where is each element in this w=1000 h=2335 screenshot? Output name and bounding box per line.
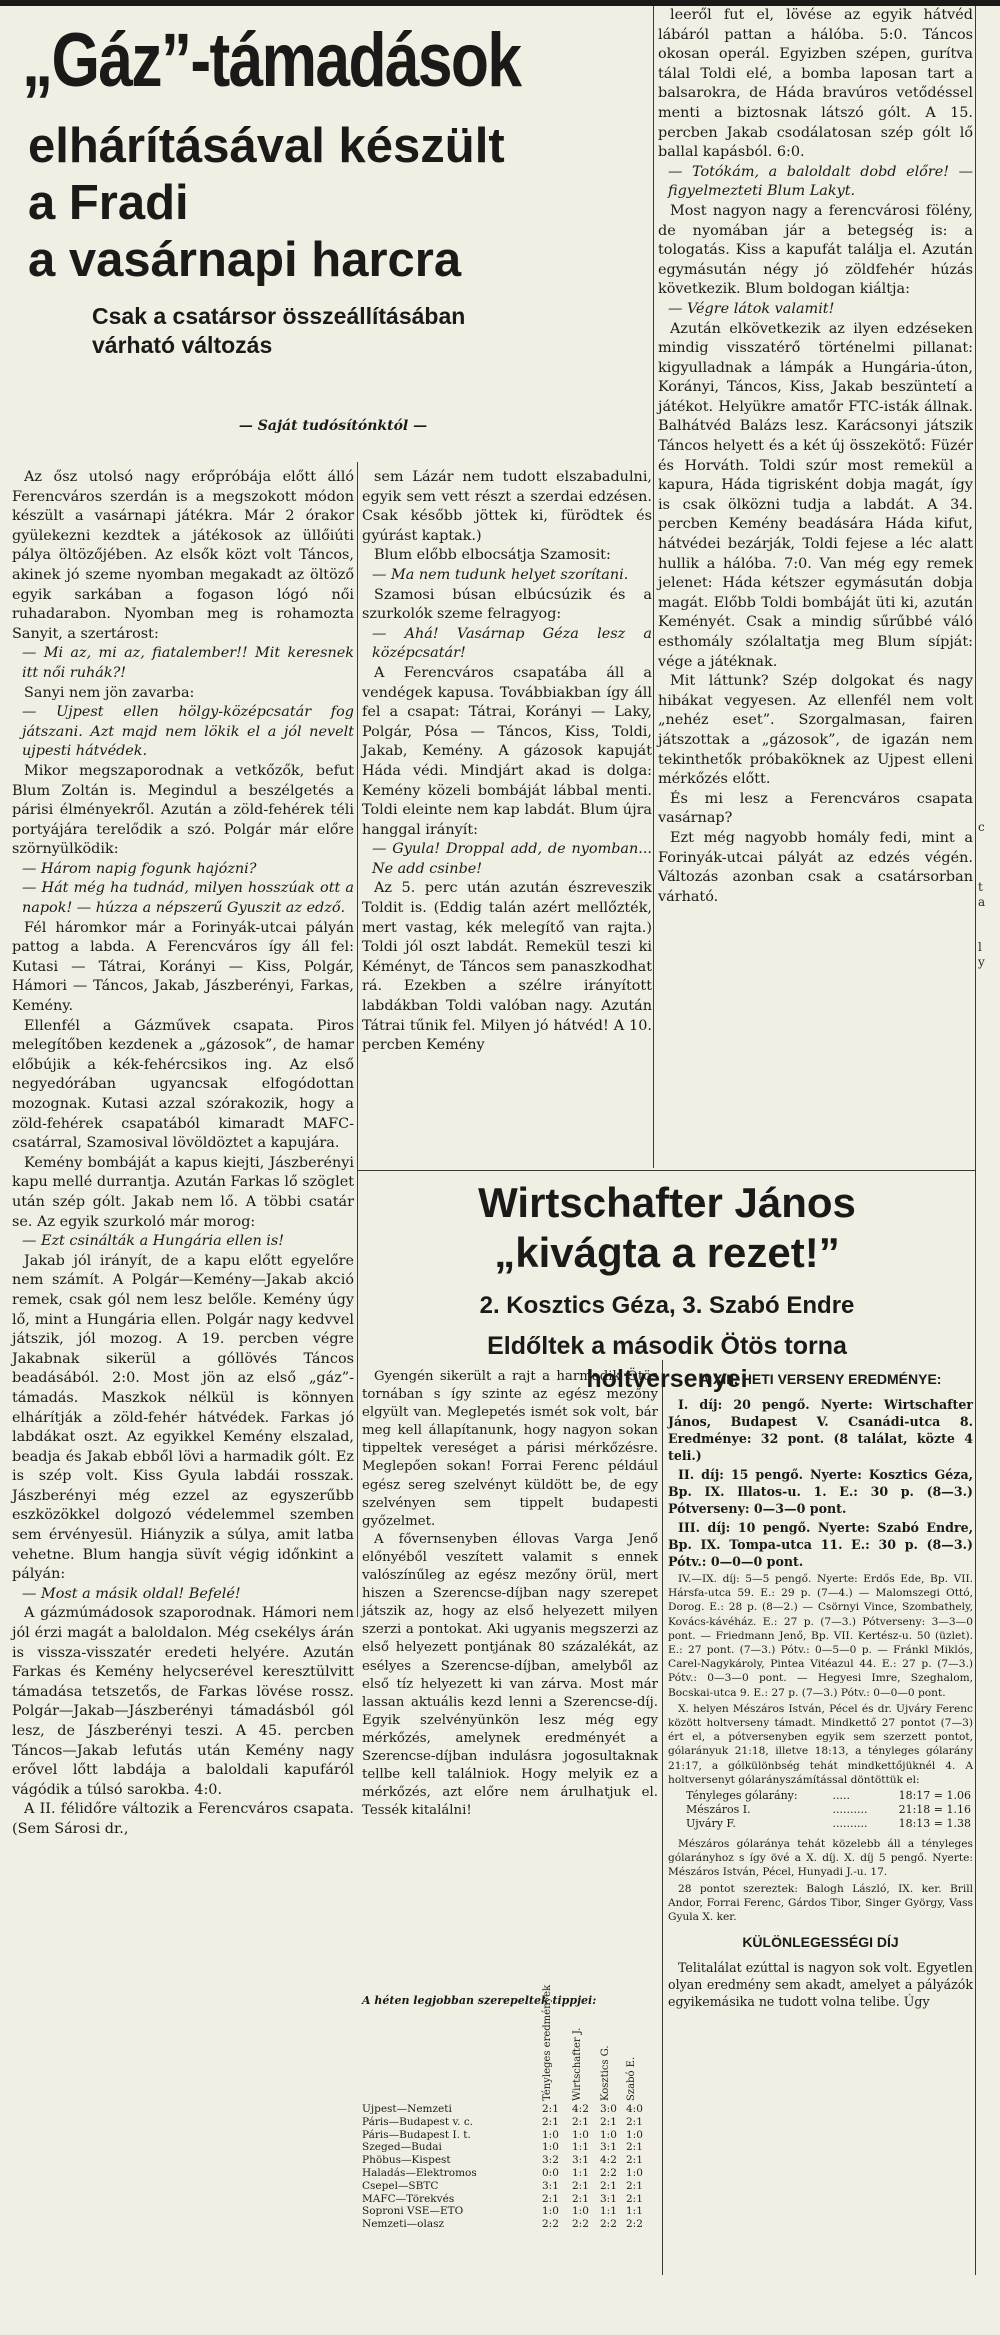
tips-score: 3:1 [572,2154,589,2167]
edge-fragment [978,1420,1000,1435]
edge-fragment [978,865,1000,880]
edge-fragment [978,835,1000,850]
edge-fragment [978,2065,1000,2080]
tips-score: 1:0 [542,2128,559,2141]
edge-fragment [978,1015,1000,1030]
tips-match: Phöbus—Kispest [362,2154,451,2167]
tips-score: 4:0 [626,2103,643,2115]
headline-line-3: a Fradi [28,176,189,230]
tips-score: 1:0 [542,2141,559,2154]
headline-line-4: a vasárnapi harcra [28,233,462,287]
edge-fragment [978,1165,1000,1180]
paragraph: A gázmúmádosok szaporodnak. Hámori nem jól érzi magát a baloldalon. Még csekélys árán is vissza-visszatér eredeti helyére. Azután Farkas és Kemény helycserével keresztülvitt támadása tetszetős, de Farkas lövése rossz. Polgár—Jakab—Jászberényi támadásból gól lesz, de Jászberényi teszi. A 45. percben Táncos—Jakab lefutás után Kemény nagy erővel lőtt labdája a baloldali kapufáról vágódik a túlsó sarokba. 4:0. [12,1605,354,1798]
paragraph: Mikor megszaporodnak a vetkőzők, befut Blum Zoltán is. Megindul a beszélgetés a párisi élményekről. Azután a zöld-fehérek téli portyájára terelődik a szó. Polgár már előre szörnyülködik: [12,762,354,858]
paragraph: — Mi az, mi az, fiatalember!! Mit keresnek itt női ruhák?! [22,645,354,681]
ratio-row [668,1817,973,1831]
paragraph: sem Lázár nem tudott elszabadulni, egyik sem vett részt a szerdai edzésen. Csak később jöttek ki, fürödtek és gyúrást kaptak.) [362,469,652,544]
tips-score: 2:1 [626,2192,643,2205]
special-prize-text: Telitalálat ezúttal is nagyon sok volt. Egyetlen olyan eredmény sem akadt, amelyet a pályázók egyikemásika ne tudott volna telibe. Úgy [668,1960,973,2010]
paragraph: A Ferencváros csapatába áll a vendégek kapusa. Továbbiakban így áll fel a csapat: Tátrai, Korányi — Laky, Polgár, Pósa — Táncos, Kiss, Toldi, Jakab, Kemény. A gázosok kapuját Háda védi. Mindjárt akad is dolga: Kemény közeli bombáját lábbal menti. Toldi eleinte nem kap labdát. Blum újra hanggal irányít: [362,664,652,838]
tips-score: 1:1 [572,2166,589,2179]
edge-fragment [978,1435,1000,1450]
tips-match: Páris—Budapest v. c. [362,2115,474,2128]
tips-row [362,2205,658,2218]
edge-fragment [978,1540,1000,1555]
edge-fragment [978,2170,1000,2185]
edge-fragment [978,970,1000,985]
edge-fragment [978,1120,1000,1135]
column-rule [975,6,976,2275]
tips-score: 2:1 [572,2115,589,2128]
edge-fragment [978,2275,1000,2290]
edge-fragment [978,2020,1000,2035]
paragraph: — Végre látok valamit! [668,300,835,317]
tips-score: 2:1 [572,2179,589,2192]
tips-score: 1:1 [572,2141,589,2154]
edge-fragment [978,1825,1000,1840]
edge-fragment [978,2260,1000,2275]
edge-fragment [978,1615,1000,1630]
edge-fragment [978,1210,1000,1225]
edge-fragment [978,1675,1000,1690]
edge-fragment [978,1450,1000,1465]
edge-fragment [978,850,1000,865]
edge-fragment: a [978,895,986,909]
paragraph: És mi lesz a Ferencváros csapata vasárnap? [658,790,973,827]
edge-fragment [978,1285,1000,1300]
tips-row [362,2116,658,2129]
tips-rows [362,2103,658,2231]
tips-score: 3:2 [542,2154,559,2167]
ratio-dots: .......... [832,1817,868,1831]
tips-score: 2:2 [600,2218,617,2231]
tips-score: 4:2 [572,2103,589,2115]
paragraph: A II. félidőre változik a Ferencváros csapata. (Sem Sárosi dr., [12,1801,354,1837]
edge-fragment [978,1645,1000,1660]
edge-fragment [978,2140,1000,2155]
paragraph: Szamosi búsan elbúcsúzik és a szurkolók szeme felragyog: [362,586,652,623]
edge-fragment: t [978,880,983,894]
edge-fragment [978,1660,1000,1675]
ratio-val: 18:17 = 1.06 [898,1789,971,1803]
tips-score: 3:1 [600,2141,617,2154]
tips-score: 1:0 [572,2128,589,2141]
results-small-1: IV.—IX. díj: 5—5 pengő. Nyerte: Erdős Ede, Bp. VII. Hársfa-utca 59. E.: 29 p. (7—4.) — Malomszegi Ottó, Dorog. E.: 28 p. (8—2.) — Csörnyi Vince, Szombathely, Kovács-kávéház. E.: 27 p. (7—3.) Pótverseny: 3—3—0 pont. — Friedmann Jenő, Bp. VII. Kertész-u. 50 (üzlet). E.: 27 pont. (7—3.) Pótv.: 0—5—0 p. — Fránkl Miklós, Carel-Nagykároly, Pintea Vitéazul 44. E.: 27 p. (7—3.) Pótv.: 0—3—0 pont. — Hegyesi Imre, Szeghalom, Bocskai-utca 9. E.: 27 p. (7—3.) Pótv.: 0—0—0 pont. [668,1573,973,1699]
paragraph: Blum előbb elbocsátja Szamosit: [374,547,611,564]
article-2-headline-2: „kivágta a rezet!” [494,1229,840,1276]
edge-fragment [978,1510,1000,1525]
paragraph: leeről fut el, lövése az egyik hátvéd lábáról pattan a hálóba. 5:0. Táncos okosan operál. Egyizben szépen, gurítva tálal Toldi elé, a bomba laposan tart a balsarokra, de Háda bravúros vetődéssel menti a biztosnak látszó gólt. A 15. percben Jakab csodálatosan szép gólt lő ballal kapásból. 6:0. [658,7,973,161]
column-rule [662,1360,663,2275]
article-2-subhead: 2. Kosztics Géza, 3. Szabó Endre [479,1292,855,1319]
ratio-val: 21:18 = 1.16 [898,1803,971,1817]
edge-fragment [978,1000,1000,1015]
tips-score: 2:1 [626,2179,643,2192]
paragraph: Kemény bombáját a kapus kiejti, Jászberényi kapu mellé durrantja. Azután Farkas lő szöglet után szép gólt. Jakab nem lő. A többi csatár se. Az egyik szurkoló már morog: [12,1154,354,1230]
tips-match: Nemzeti—olasz [362,2218,445,2231]
edge-fragment [978,925,1000,940]
tips-score: 2:1 [626,2141,643,2154]
edge-fragment [978,1690,1000,1705]
tips-row [362,2154,658,2167]
prize-entry: III. díj: 10 pengő. Nyerte: Szabó Endre, Bp. IX. Tompa-utca 11. E.: 30 p. (8—3.) Pótv.: 0—0—0 pont. [668,1520,973,1569]
edge-fragment [978,1315,1000,1330]
paragraph: Most nagyon nagy a ferencvárosi fölény, de nyomában jár a betegség is: a tologatás. Kiss a kapufát találja el. Azután egymásután négy jó zöldfehér húzás következik. Blum boldogan kiáltja: [658,202,973,298]
paragraph: Az ősz utolsó nagy erőpróbája előtt álló Ferencváros szerdán is a megszokott módon készült a vasárnapi játékra. Már 2 órakor gyülekezni kezdtek a játékosok az üllőiúti pálya öltözőjében. Az elsők közt volt Táncos, akinek jó szeme nyomban megakadt az öltöző egyik sarkában a fogason lógó női ruhadarabon. Nyomban meg is rohamozta Sanyit, a szertárost: [12,469,354,642]
edge-fragment [978,1930,1000,1945]
clipped-neighbor-column [978,820,1000,2335]
tips-score: 2:1 [600,2179,617,2192]
edge-fragment [978,1855,1000,1870]
prize-entry: II. díj: 15 pengő. Nyerte: Kosztics Géza, Bp. IX. Illatos-u. 1. E.: 30 p. (8—3.) Pótverseny: 0—3—0 pont. [668,1467,973,1516]
edge-fragment [978,1735,1000,1750]
article-2-subhead-2b: holtversenyei [586,1365,748,1393]
tips-row [362,2193,658,2206]
edge-fragment [978,1630,1000,1645]
tips-row [362,2129,658,2142]
edge-fragment [978,1555,1000,1570]
edge-fragment [978,1345,1000,1360]
paragraph: Ezt még nagyobb homály fedi, mint a Forinyák-utcai pályát az edzés végén. Változás azonban csak a csatársorban várható. [658,829,973,905]
edge-fragment [978,1270,1000,1285]
tips-column-header: Tényleges eredmények [542,1984,553,2101]
edge-fragment [978,1840,1000,1855]
tips-score: 4:2 [600,2154,617,2167]
paragraph: A fővernsenyben éllovas Varga Jenő előnyéből veszített valamit s ennek valószínűleg az egész mezőny örül, mert hiszen a Szerencse-díjban nagy szerepet játszik az, hogy az első helyezett milyen szerzi a pontokat. Aki ugyanis megszerzi az első helyezett pontjának 80 százalékát, az esélyes a Szerencse-díjban, amelyből az első tíz helyezett ki van zárva. Most már lassan aktuális kezd lenni a Szerencse-díj. Egyik szelvényünkön lesz még egy mérkőzés, amelynek eredményét a Szerencse-díjban indulásra jogosultaknak tellbe kell találniok. Hogy melyik ez a mérkőzés, azt előre nem árulhatjuk el. Tessék kitalálni! [362,1531,658,1819]
tips-title: A héten legjobban szerepeltek tippjei: [362,1994,597,2007]
edge-fragment [978,1900,1000,1915]
edge-fragment [978,1300,1000,1315]
edge-fragment [978,1045,1000,1060]
tips-score: 1:1 [600,2205,617,2218]
edge-fragment: y [978,955,985,969]
edge-fragment [978,1060,1000,1075]
article-column-3 [658,6,973,907]
paragraph: — Most a másik oldal! Befelé! [22,1585,241,1602]
results-small-2: X. helyen Mészáros István, Pécel és dr. Ujváry Ferenc között holtverseny támadt. Mindkettő 27 pontot (7—3) ért el, a pótversenyben egyik sem szerzett pontot, gólarányuk 21:18, illetve 18:13, a tényleges gólarány 21:17, a gólkülönbség tehát mindkettőjüknél 4. A holtversenyt gólarányszámítással döntöttük el: [668,1702,973,1786]
prize-entry: I. díj: 20 pengő. Nyerte: Wirtschafter János, Budapest V. Csanádi-utca 8. Eredménye: 32 pont. (8 találat, közte 4 teli.) [668,1397,973,1463]
edge-fragment [978,1795,1000,1810]
edge-fragment [978,1870,1000,1885]
tips-score: 2:2 [600,2166,617,2179]
paragraph: — Ujpest ellen hölgy-középcsatár fog játszani. Azt majd nem lökik el a jól nevelt ujpesti hátvédek. [22,704,354,760]
edge-fragment [978,1765,1000,1780]
edge-fragment [978,1885,1000,1900]
headline-lines [28,118,638,289]
tips-row [362,2218,658,2231]
article-column-2 [362,468,652,1056]
article-column-1 [12,468,354,1840]
tips-score: 2:1 [542,2115,559,2128]
edge-fragment [978,1990,1000,2005]
ratio-label: Ujváry F. [686,1817,736,1831]
column-rule [357,462,358,1617]
headline-line-2: elhárításával készült [28,119,505,173]
paragraph: Gyengén sikerült a rajt a harmadik Ötös tornában s így szinte az egész mezőny elgyült van. Meglepetés ismét sok volt, bár meg kell állapítanunk, hogy nagyon sokan tippeltek vereséget a párisi mérkőzésre. Meglepően sokan! Forrai Ferenc például egész sereg szelvényt küldött be, de egy szelvényen sem tippelt budapesti győzelmet. [362,1369,658,1529]
edge-fragment [978,1360,1000,1375]
edge-fragment [978,985,1000,1000]
tips-score: 1:0 [600,2128,617,2141]
ratio-dots: .......... [832,1803,868,1817]
paragraph: Azután elkövetkezik az ilyen edzéseken mindig visszatérő történelmi pillanat: kigyulladnak a lámpák a Hungária-úton, Korányi, Táncos, Kiss, Jakab beszüntetí a játékot. Helyükre amatőr FTC-isták állnak. Balhátvéd Balázs lesz. Karácsonyi játszik Táncos helyett és a két új összekötő: Füzér és Horváth. Toldi szúr most remekül a kapura, Háda tigrisként dobja magát, így is csak ölközni tudja a labdát. A 34. percben Kemény beadására Háda kifut, hátvédei bezárják, Toldi fejese a léc alatt hullik a hálóba. 7:0. Van még egy remek jelenet: Háda kétszer egymásután dobja magát. Előbb Toldi bombáját üti ki, azután Keményét. Csak a mindig sűrűbbé váló esthomály szólaltatja meg Blum sípját: vége a játéknak. [658,320,973,670]
edge-fragment [978,2320,1000,2335]
edge-fragment [978,1405,1000,1420]
article-2-header [362,1178,972,1396]
edge-fragment [978,1465,1000,1480]
edge-fragment [978,1240,1000,1255]
results-column [668,1368,973,2012]
paragraph: — Ahá! Vasárnap Géza lesz a középcsatár! [372,625,652,662]
edge-fragment [978,1255,1000,1270]
tips-match: MAFC—Törekvés [362,2192,455,2205]
edge-fragment [978,1945,1000,1960]
byline: — Saját tudósítónktól — [238,418,428,434]
edge-fragment [978,1390,1000,1405]
tips-score: 3:1 [600,2192,617,2205]
paragraph: Mit láttunk? Szép dolgokat és nagy hibákat vegyesen. Az ellenfél nem volt „nehéz eset”. Szorgalmasan, fairen játszottak a „gázosok”, de igazán nem tekinthetők próbaköknek az Ujpest elleni mérkőzés előtt. [658,673,973,788]
ratio-dots: ..... [832,1789,850,1803]
tips-table [362,1984,658,2231]
ratio-row [668,1803,973,1817]
article-2-headline-1: Wirtschafter János [478,1179,856,1226]
tips-score: 1:0 [626,2128,643,2141]
edge-fragment [978,1915,1000,1930]
edge-fragment [978,2290,1000,2305]
edge-fragment [978,2005,1000,2020]
ratio-row [668,1789,973,1803]
results-title: A XIII. HETI VERSENY EREDMÉNYE: [699,1371,942,1387]
tips-score: 2:2 [572,2218,589,2231]
paragraph: Sanyi nem jön zavarba: [24,684,195,701]
ratio-label: Mészáros I. [686,1803,751,1817]
paragraph: — Három napig fogunk hajózni? [22,860,257,877]
edge-fragment [978,1375,1000,1390]
tips-score: 2:1 [626,2115,643,2128]
ratio-label: Tényleges gólarány: [686,1789,798,1803]
tips-row [362,2103,658,2116]
tips-match: Haladás—Elektromos [362,2166,477,2179]
tips-score: 0:0 [542,2166,559,2179]
edge-fragment [978,2095,1000,2110]
edge-fragment [978,1975,1000,1990]
edge-fragment [978,1810,1000,1825]
tips-match: Ujpest—Nemzeti [362,2103,452,2115]
tips-score: 3:0 [600,2103,617,2115]
paragraph: Jakab jól irányít, de a kapu előtt egyelőre nem számít. A Polgár—Kemény—Jakab akció remek, csak gól nem lesz belőle. Kemény úgy lő, mint a Hungária ellen. Polgár nagy kedvvel játszik, jól mozog. A 19. percben végre Jakabnak sikerül a góllövés Táncos beadásából. 2:0. Most jön az első „gáz”-támadás. Maszkok nélkül is könnyen elhárítják a zöld-fehér hátvédek. Farkas jó labdákat oszt. Az egyikkel Kemény elszalad, beadja és Jakab ebből lövi a harmadik gólt. Ez is szép volt. Kiss Gyula labdái rosszak. Jászberényi még ezzel az egyszerűbb eszközökkel dolgozó védelemmel szemben sem érvényesül. Hiányzik a súlya, amit latba vehetne. Blum hangja süvít végig időnkint a pályán: [12,1252,354,1583]
special-prize-title: KÜLÖNLEGESSÉGI DÍJ [742,1934,899,1951]
paragraph: — Hát még ha tudnád, milyen hosszúak ott a napok! — húzza a népszerű Gyuszit az edző. [22,880,354,917]
edge-fragment [978,1720,1000,1735]
subheadline-line-1: Csak a csatársor összeállításában [92,303,466,329]
edge-fragment [978,2125,1000,2140]
edge-fragment: l [978,940,982,954]
tips-score: 1:1 [626,2205,643,2218]
edge-fragment [978,2305,1000,2320]
tips-score: 1:0 [572,2205,589,2218]
tips-score: 3:1 [542,2179,559,2192]
paragraph: — Ezt csinálták a Hungária ellen is! [22,1233,285,1250]
prize-list [668,1396,973,1570]
paragraph: Fél háromkor már a Forinyák-utcai pályán pattog a labda. A Ferencváros így áll fel: Kutasi — Tátrai, Korányi — Kiss, Polgár, Hámori — Táncos, Jakab, Jászberényi, Farkas, Kemény. [12,919,354,1015]
tips-row [362,2180,658,2193]
edge-fragment [978,2155,1000,2170]
edge-fragment [978,1330,1000,1345]
tips-column-header: Kosztics G. [600,2045,611,2101]
edge-fragment [978,2245,1000,2260]
goal-ratio-table [668,1789,973,1831]
column-rule [653,6,654,1168]
edge-fragment [978,1225,1000,1240]
paragraph: Ellenfél a Gázművek csapata. Piros melegítőben kezdenek a „gázosok”, de hamar előbújik a kék-fehércsikos ing. Az első negyedórában ugyancsak elfogódottan mozognak. Kutasi azzal szórakozik, hogy a zöld-fehérek csapatából kimaradt MAFC-csatárral, Szamosival lövöldöztet a kapujára. [12,1017,354,1152]
paragraph: — Totókám, a baloldalt dobd előre! — figyelmezteti Blum Lakyt. [668,163,973,200]
edge-fragment [978,1705,1000,1720]
edge-fragment [978,1090,1000,1105]
tips-column-header: Szabó E. [626,2056,637,2101]
edge-fragment [978,1180,1000,1195]
edge-fragment [978,2050,1000,2065]
subheadline-line-2: várható változás [92,332,273,358]
article-2-column-1 [362,1368,658,1820]
edge-fragment [978,1585,1000,1600]
edge-fragment [978,1600,1000,1615]
tips-match: Szeged—Budai [362,2141,442,2154]
tips-match: Soproni VSE—ETO [362,2205,464,2218]
tips-score: 2:1 [542,2192,559,2205]
tips-score: 2:1 [572,2192,589,2205]
edge-fragment [978,1750,1000,1765]
edge-fragment [978,1195,1000,1210]
article-separator [358,1170,975,1171]
tips-column-header: Wirtschafter J. [572,2027,583,2101]
results-small-3: Mészáros gólaránya tehát közelebb áll a tényleges gólarányhoz s így övé a X. díj. X. díj 5 pengő. Nyerte: Mészáros István, Pécel, Hunyadi J.-u. 17. [668,1838,973,1879]
ratio-val: 18:13 = 1.38 [898,1817,971,1831]
tips-row [362,2141,658,2154]
tips-score: 1:0 [542,2205,559,2218]
tips-score: 1:0 [626,2166,643,2179]
edge-fragment [978,2215,1000,2230]
tips-score: 2:2 [626,2218,643,2231]
edge-fragment [978,1480,1000,1495]
paragraph: — Gyula! Droppal add, de nyomban... Ne add csinbe! [372,841,652,877]
edge-fragment [978,1135,1000,1150]
edge-fragment [978,2110,1000,2125]
tips-score: 2:1 [626,2154,643,2167]
tips-match: Csepel—SBTC [362,2179,439,2192]
tips-row [362,2167,658,2180]
subheadline [92,302,652,360]
edge-fragment [978,1780,1000,1795]
edge-fragment [978,2230,1000,2245]
edge-fragment: c [978,820,985,834]
results-small-4: 28 pontot szereztek: Balogh László, IX. ker. Brill Andor, Forrai Ferenc, Gárdos Tibor, Singer György, Vass Gyula X. ker. [668,1882,973,1924]
edge-fragment [978,1525,1000,1540]
paragraph: Az 5. perc után azután észreveszik Toldit is. (Eddig talán azért mellőzték, mert vastag, kék melegítő van rajta.) Toldi jól oszt labdát. Remekül teszi ki Kéményt, de Táncos sem panaszkodhat rá. Ezekben a szélre irányított labdákban Toldi valóban nagy. Azután Tátrai tűnik fel. Milyen jó hátvéd! A 10. percben Kemény [362,880,652,1054]
edge-fragment [978,1570,1000,1585]
tips-match: Páris—Budapest I. t. [362,2128,471,2141]
edge-fragment [978,2035,1000,2050]
edge-fragment [978,1495,1000,1510]
tips-score: 2:1 [600,2115,617,2128]
paragraph: — Ma nem tudunk helyet szorítani. [372,566,629,583]
article-2-subhead-2a: Eldőltek a második Ötös torna [487,1332,847,1360]
edge-fragment [978,2185,1000,2200]
tips-score: 2:2 [542,2218,559,2231]
tips-score: 2:1 [542,2103,559,2115]
edge-fragment [978,2200,1000,2215]
edge-fragment [978,1960,1000,1975]
edge-fragment [978,1105,1000,1120]
edge-fragment [978,2080,1000,2095]
edge-fragment [978,1075,1000,1090]
headline-line-1: „Gáz”-támadások [22,18,521,103]
edge-fragment [978,1030,1000,1045]
edge-fragment [978,1150,1000,1165]
edge-fragment [978,910,1000,925]
